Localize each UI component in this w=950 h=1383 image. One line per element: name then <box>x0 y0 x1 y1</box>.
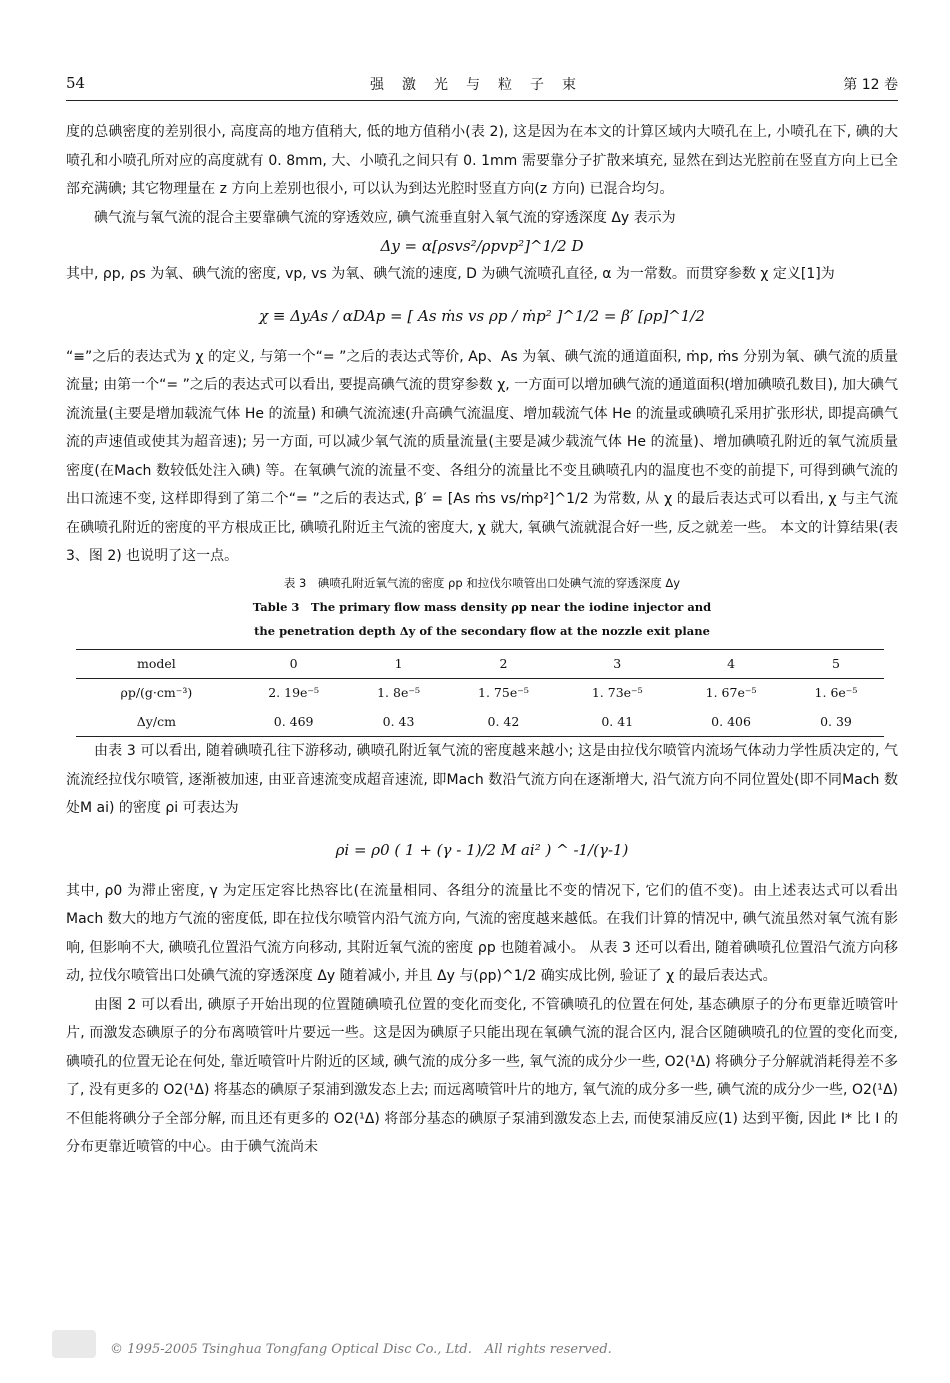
paragraph: 度的总碘密度的差别很小, 高度高的地方值稍大, 低的地方值稍小(表 2), 这是因为在本文的计算区域内大喷孔在上, 小喷孔在下, 碘的大喷孔和小喷孔所对应的高度就有 0. 8mm, 大、小喷孔之间只有 0. 1mm 需要靠分子扩散来填充, 显然在到达光腔前在竖直方向上已全部充满碘; 其它物理量在 z 方向上差别也很小, 可以认为到达光腔时竖直方向(z 方向) 已混合均匀。 <box>66 124 898 197</box>
copyright-footer: © 1995-2005 Tsinghua Tongfang Optical Disc Co., Ltd. All rights reserved. <box>110 1342 612 1357</box>
page-header <box>66 70 898 101</box>
table-cell: 0. 43 <box>351 708 447 737</box>
journal-title: 强激光与粒子束 <box>370 77 594 93</box>
table-cell: 1. 8e⁻⁵ <box>377 685 420 700</box>
equation-penetration-parameter: χ ≡ ΔyAs / αDAp = [ As ṁs vs ρp / ṁp² ]^1/2 = β′ [ρp]^1/2 <box>259 306 705 325</box>
table-cell: 0. 41 <box>560 708 674 737</box>
data-table <box>76 649 884 738</box>
table-header-cell: 0 <box>237 649 351 679</box>
table-header-cell: 2 <box>447 649 561 679</box>
table-cell: 2. 19e⁻⁵ <box>268 685 320 700</box>
table-row <box>76 679 884 708</box>
table-cell: 0. 39 <box>788 708 884 737</box>
table-caption-en: Table 3 The primary flow mass density ρp near the iodine injector and <box>252 599 712 614</box>
article-body <box>66 118 898 1162</box>
equation-density: ρi = ρ0 ( 1 + (γ - 1)/2 M ai² ) ^ -1/(γ-1) <box>335 840 629 859</box>
table-header-cell: 5 <box>788 649 884 679</box>
volume-label: 第 12 卷 <box>843 77 898 93</box>
table-header-cell: model <box>76 649 237 679</box>
table-cell: 1. 67e⁻⁵ <box>705 685 757 700</box>
equation-penetration-depth: Δy = α[ρsvs²/ρpvp²]^1/2 D <box>380 237 584 255</box>
paragraph: “≡”之后的表达式为 χ 的定义, 与第一个“= ”之后的表达式等价, Ap、As 为氧、碘气流的通道面积, ṁp, ṁs 分别为氧、碘气流的质量流量; 由第一个“= ”之后的表达式可以看出, 要提高碘气流的贯穿参数 χ, 一方面可以增加碘气流的通道面积(增加碘喷孔数目), 加大碘气流流量(主要是增加载流气体 He 的流量) 和碘气流流速(升高碘气流温度、增加载流气体 He 的流量或碘喷孔采用扩张形状, 即提高碘气流的声速值或使其为超音速); 另一方面, 可以减少氧气流的质量流量(主要是减少载流气体 He 的流量)、增加碘喷孔附近的氧气流质量密度(在Mach 数较低处注入碘) 等。在氧碘气流的流量不变、各组分的流量比不变且碘喷孔内的温度也不变的前提下, 可得到碘气流的出口流速不变, 这样即得到了第二个“= ”之后的表达式, β′ = [As ṁs vs/ṁp²]^1/2 为常数, 从 χ 的最后表达式可以看出, χ 与主气流在碘喷孔附近的密度的平方根成正比, 碘喷孔附近主气流的密度大, χ 就大, 氧碘气流就混合好一些, 反之就差一些。 本文的计算结果(表 3、图 2) 也说明了这一点。 <box>66 348 899 564</box>
table-caption-zh: 表 3 碘喷孔附近氧气流的密度 ρp 和拉伐尔喷管出口处碘气流的穿透深度 Δy <box>283 575 681 590</box>
table-cell: 1. 75e⁻⁵ <box>478 685 529 700</box>
table-header-cell: 4 <box>674 649 788 679</box>
table-cell: Δy/cm <box>76 708 237 737</box>
table-header-cell: 3 <box>560 649 674 679</box>
table-cell: 1. 6e⁻⁵ <box>814 685 858 700</box>
paragraph: 其中, ρ0 为滞止密度, γ 为定压定容比热容比(在流量相同、各组分的流量比不变的情况下, 它们的值不变)。由上述表达式可以看出Mach 数大的地方气流的密度低, 即在拉伐尔喷管内沿气流方向, 气流的密度越来越低。在我们计算的情况中, 碘气流虽然对氧气流有影响, 但影响不大, 碘喷孔位置沿气流方向移动, 其附近氧气流的密度 ρp 也随着减小。 从表 3 还可以看出, 随着碘喷孔位置沿气流方向移动, 拉伐尔喷管出口处碘气流的穿透深度 Δy 随着减小, 并且 Δy 与(ρp)^1/2 确实成比例, 验证了 χ 的最后表达式。 <box>66 882 898 984</box>
watermark-logo <box>52 1330 96 1358</box>
paragraph: 其中, ρp, ρs 为氧、碘气流的密度, vp, vs 为氧、碘气流的速度, D 为碘气流喷孔直径, α 为一常数。而贯穿参数 χ 定义[1]为 <box>66 266 835 282</box>
paragraph: 由图 2 可以看出, 碘原子开始出现的位置随碘喷孔位置的变化而变化, 不管碘喷孔的位置在何处, 基态碘原子的分布更靠近喷管叶片, 而激发态碘原子的分布离喷管叶片要远一些。这是因为碘原子只能出现在氧碘气流的混合区内, 混合区随碘喷孔的位置的变化而变, 碘喷孔的位置无论在何处, 靠近喷管叶片附近的区域, 碘气流的成分多一些, 氧气流的成分少一些, O2(¹Δ) 将碘分子分解就消耗得差不多了, 没有更多的 O2(¹Δ) 将基态的碘原子泵浦到激发态上去; 而远离喷管叶片的地方, 氧气流的成分多一些, 碘气流的成分少一些, O2(¹Δ) 不但能将碘分子全部分解, 而且还有更多的 O2(¹Δ) 将部分基态的碘原子泵浦到激发态上去, 而使泵浦反应(1) 达到平衡, 因此 I* 比 I 的分布更靠近喷管的中心。由于碘气流尚未 <box>66 996 898 1155</box>
table-caption-en: the penetration depth Δy of the secondary flow at the nozzle exit plane <box>254 623 710 638</box>
paragraph: 碘气流与氧气流的混合主要靠碘气流的穿透效应, 碘气流垂直射入氧气流的穿透深度 Δy 表示为 <box>94 209 676 226</box>
table-cell: 1. 73e⁻⁵ <box>591 685 643 700</box>
table-header-row <box>76 649 884 679</box>
table-cell: 0. 406 <box>674 708 788 737</box>
table-cell: 0. 42 <box>447 708 561 737</box>
page-number: 54 <box>66 74 86 92</box>
table-row <box>76 708 884 737</box>
paragraph: 由表 3 可以看出, 随着碘喷孔往下游移动, 碘喷孔附近氧气流的密度越来越小; 这是由拉伐尔喷管内流场气体动力学性质决定的, 气流流经拉伐尔喷管, 逐渐被加速, 由亚音速流变成超音速流, 即Mach 数沿气流方向在逐渐增大, 沿气流方向不同位置处(即不同Mach 数处M ai) 的密度 ρi 可表达为 <box>66 743 898 816</box>
table-cell: ρp/(g·cm⁻³) <box>120 685 193 700</box>
table-cell: 0. 469 <box>237 708 351 737</box>
table-header-cell: 1 <box>351 649 447 679</box>
